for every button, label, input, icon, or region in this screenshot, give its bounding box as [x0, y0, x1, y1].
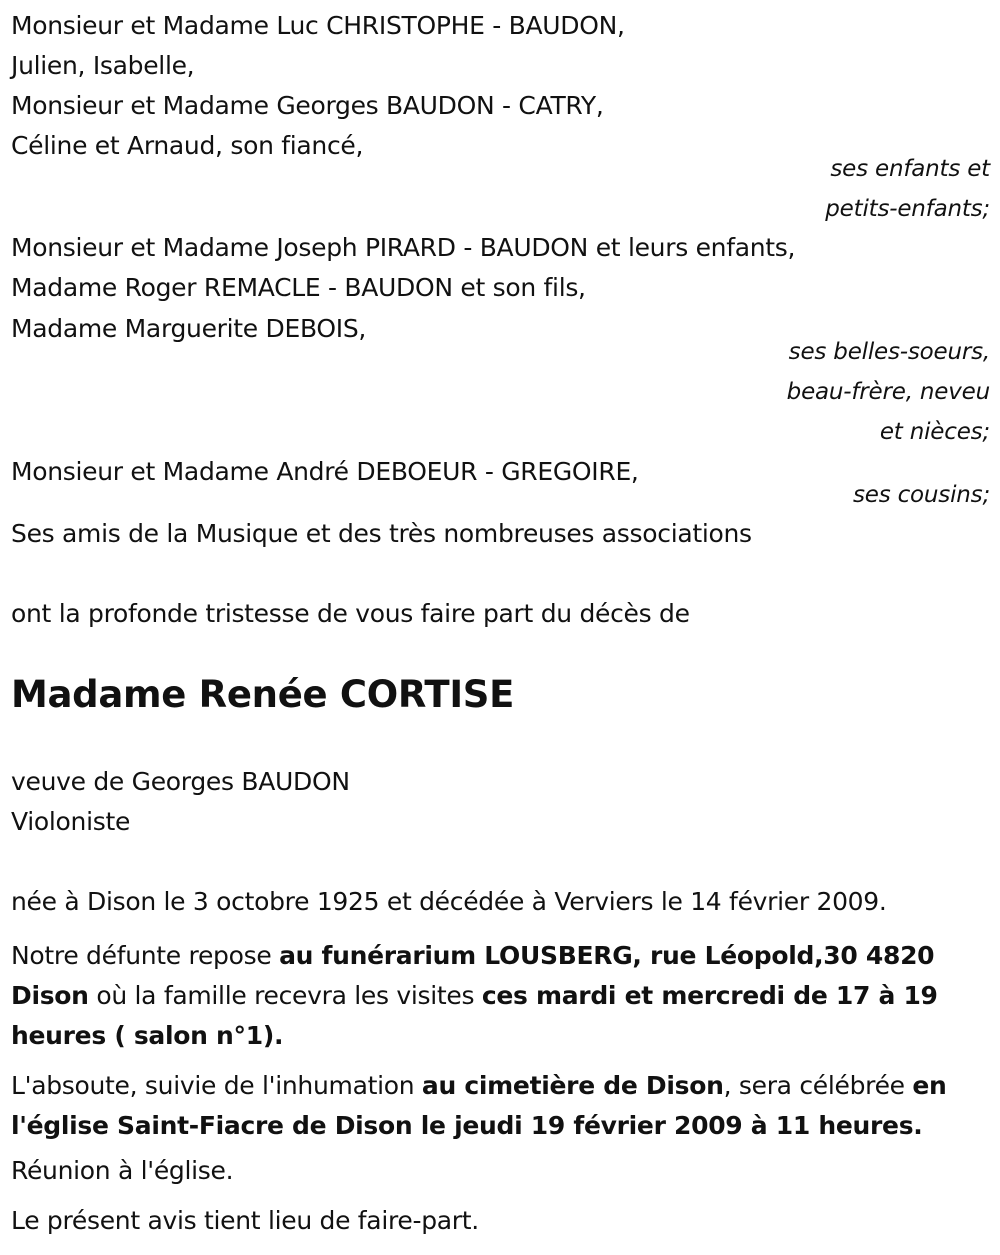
friends-line: Ses amis de la Musique et des très nombreuses associations: [11, 519, 752, 548]
ceremony-text: L'absoute, suivie de l'inhumation: [11, 1071, 422, 1100]
visitation-text: où la famille recevra les visites: [88, 981, 482, 1010]
family-line: Monsieur et Madame Georges BAUDON - CATRY,: [11, 91, 604, 120]
family-line: Monsieur et Madame André DEBOEUR - GREGOIRE,: [11, 457, 639, 486]
visitation-paragraph: [11, 936, 991, 1056]
family-line: Céline et Arnaud, son fiancé,: [11, 131, 364, 160]
reunion-line: Réunion à l'église.: [11, 1156, 234, 1185]
occupation-line: Violoniste: [11, 807, 131, 836]
family-line: Monsieur et Madame Luc CHRISTOPHE - BAUDON,: [11, 11, 625, 40]
ceremony-paragraph: [11, 1066, 991, 1146]
relation-label: ses enfants et: [830, 156, 990, 182]
relation-label: et nièces;: [879, 419, 990, 445]
relation-label: ses belles-soeurs,: [788, 339, 990, 365]
church-service-details: en l'église Saint-Fiacre de Dison le jeudi 19 février 2009 à 11 heures.: [11, 1071, 947, 1140]
notice-line: Le présent avis tient lieu de faire-part.: [11, 1206, 479, 1235]
relation-label: beau-frère, neveu: [786, 379, 990, 405]
funeral-home-address: au funérarium LOUSBERG, rue Léopold,30 4820 Dison: [11, 941, 935, 1010]
visitation-text: Notre défunte repose: [11, 941, 280, 970]
announcement-text: ont la profonde tristesse de vous faire part du décès de: [11, 599, 690, 628]
family-line: Julien, Isabelle,: [11, 51, 195, 80]
deceased-name: Madame Renée CORTISE: [11, 673, 515, 716]
family-line: Madame Roger REMACLE - BAUDON et son fils,: [11, 273, 586, 302]
family-line: Monsieur et Madame Joseph PIRARD - BAUDON et leurs enfants,: [11, 233, 796, 262]
relation-label: petits-enfants;: [825, 196, 990, 222]
relation-label: ses cousins;: [852, 482, 990, 508]
ceremony-text: , sera célébrée: [723, 1071, 913, 1100]
family-line: Madame Marguerite DEBOIS,: [11, 314, 367, 343]
birth-death-line: née à Dison le 3 octobre 1925 et décédée à Verviers le 14 février 2009.: [11, 887, 887, 916]
cemetery-name: au cimetière de Dison: [421, 1071, 724, 1100]
visiting-hours: ces mardi et mercredi de 17 à 19 heures ( salon n°1).: [11, 981, 938, 1050]
widow-of-line: veuve de Georges BAUDON: [11, 767, 350, 796]
